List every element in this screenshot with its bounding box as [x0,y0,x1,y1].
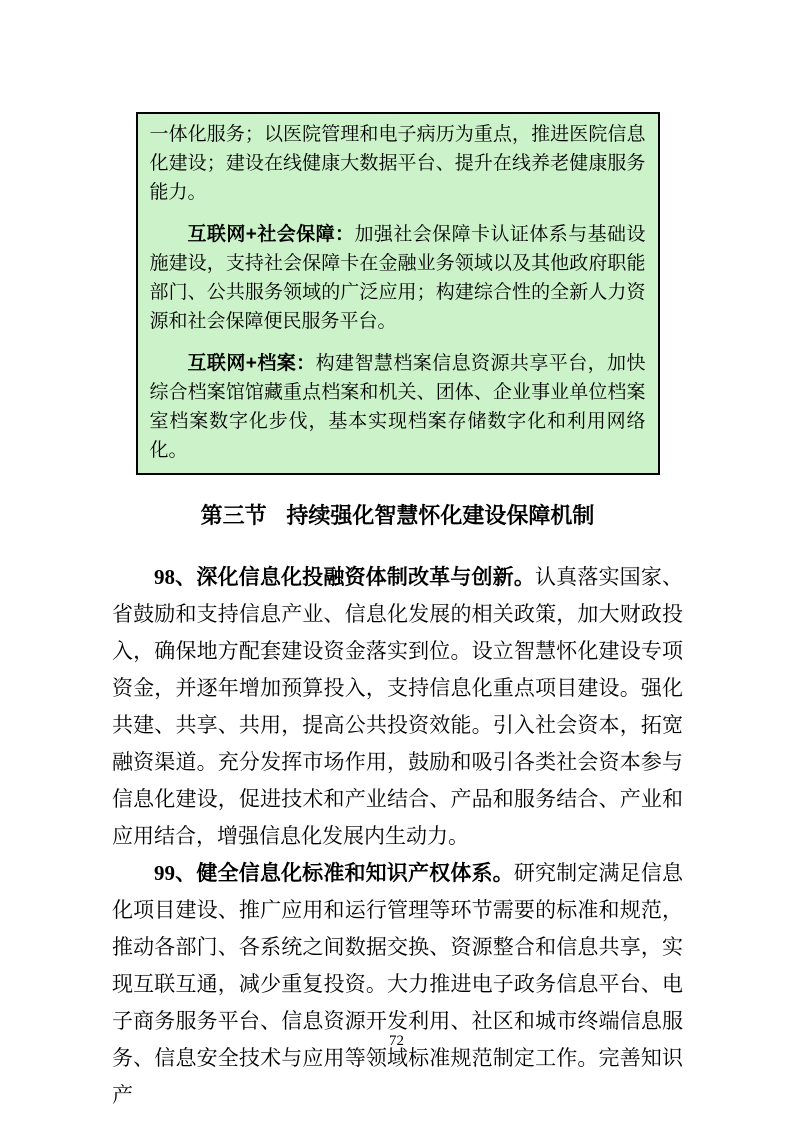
page-number: 72 [389,1033,404,1049]
body-paragraph-text: 认真落实国家、省鼓励和支持信息产业、信息化发展的相关政策，加大财政投入，确保地方配套建设资金落实到位。设立智慧怀化建设专项资金，并逐年增加预算投入，支持信息化重点项目建设。强化共建、共享、共用，提高公共投资效能。引入社会资本，拓宽融资渠道。充分发挥市场作用，鼓励和吸引各类社会资本参与信息化建设，促进技术和产业结合、产品和服务结合、产业和应用结合，增强信息化发展内生动力。 [112,565,683,848]
callout-paragraph-social-security [150,220,646,336]
callout-box [136,112,660,475]
body-paragraph-99 [112,855,683,1114]
body-paragraph-lead: 98、深化信息化投融资体制改革与创新。 [154,565,535,589]
callout-paragraph-lead: 互联网+档案： [187,353,316,374]
callout-paragraph-text: 构建智慧档案信息资源共享平台，加快综合档案馆馆藏重点档案和机关、团体、企业事业单位档案室档案数字化步伐，基本实现档案存储数字化和利用网络化。 [149,353,646,461]
body-paragraph-98 [112,559,683,855]
section-heading-title: 持续强化智慧怀化建设保障机制 [286,503,595,528]
body-paragraph-lead: 99、健全信息化标准和知识产权体系。 [154,861,514,885]
page-content [112,112,683,1114]
callout-paragraph-text: 一体化服务；以医院管理和电子病历为重点，推进医院信息化建设；建设在线健康大数据平台、提升在线养老健康服务能力。 [149,124,646,203]
callout-paragraph-lead: 互联网+社会保障： [187,224,355,245]
section-heading [112,501,683,531]
callout-paragraph-text: 加强社会保障卡认证体系与基础设施建设，支持社会保障卡在金融业务领域以及其他政府职能部门、公共服务领域的广泛应用；构建综合性的全新人力资源和社会保障便民服务平台。 [149,224,646,332]
body-paragraph-text: 研究制定满足信息化项目建设、推广应用和运行管理等环节需要的标准和规范，推动各部门、各系统之间数据交换、资源整合和信息共享，实现互联互通，减少重复投资。大力推进电子政务信息平台、电子商务服务平台、信息资源开发利用、社区和城市终端信息服务、信息安全技术与应用等领域标准规范制定工作。完善知识产 [112,861,684,1107]
callout-paragraph-continuation [150,120,646,207]
section-heading-label: 第三节 [200,503,267,528]
callout-paragraph-archives [150,349,646,465]
